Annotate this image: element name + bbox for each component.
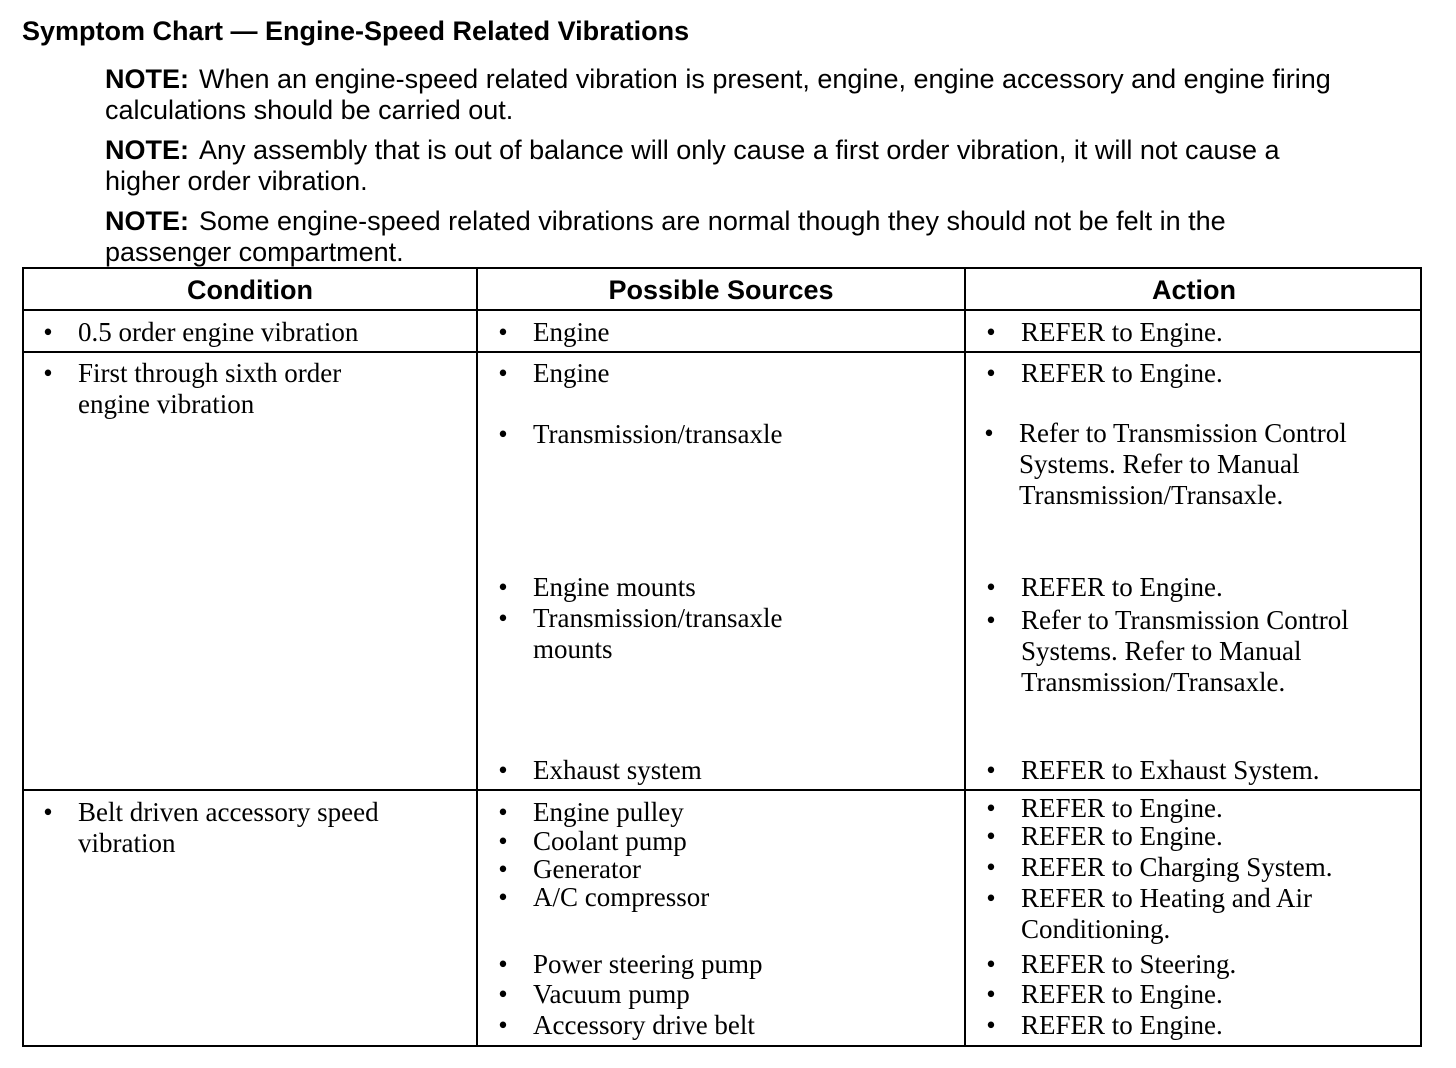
source-text: Coolant pump [533,826,687,856]
source-text: Transmission/transaxle [533,419,783,449]
bullet: • [498,572,508,602]
bullet: • [43,317,53,347]
action-item [986,793,1411,824]
bullet: • [986,821,996,851]
note-label: NOTE: [105,64,189,94]
bullet: • [498,358,508,388]
condition-cell [43,358,408,420]
column-divider [476,269,478,1045]
note-label: NOTE: [105,135,189,165]
bullet: • [498,882,508,912]
bullet: • [498,826,508,856]
action-text: REFER to Exhaust System. [1021,755,1320,785]
bullet: • [986,572,996,602]
header-sources: Possible Sources [608,275,834,305]
action-text: REFER to Engine. [1021,358,1223,388]
action-text: REFER to Engine. [1021,317,1223,347]
action-item [986,883,1381,945]
action-item [986,358,1411,389]
action-text: REFER to Engine. [1021,1010,1223,1040]
source-text: Exhaust system [533,755,702,785]
bullet: • [986,1010,996,1040]
bullet: • [986,852,996,882]
bullet: • [986,949,996,979]
note-3 [105,206,1335,268]
source-item [498,419,953,450]
bullet: • [986,605,996,635]
bullet: • [498,317,508,347]
source-text: Vacuum pump [533,979,690,1009]
action-item [986,605,1413,698]
source-item [498,979,953,1010]
action-text: Refer to Transmission Control Systems. Refer to Manual Transmission/Transaxle. [1019,418,1347,510]
source-text: Power steering pump [533,949,763,979]
source-text: Transmission/transaxle mounts [533,603,783,664]
source-text: Generator [533,854,641,884]
condition-cell [43,317,458,348]
note-text: Some engine-speed related vibrations are normal though they should not be felt in the passenger compartment. [105,206,1226,267]
action-item [986,979,1411,1010]
source-item [498,1010,953,1041]
bullet: • [498,797,508,827]
action-text: REFER to Heating and Air Conditioning. [1021,883,1312,944]
condition-text: First through sixth order engine vibration [78,358,342,419]
bullet: • [986,755,996,785]
bullet: • [986,979,996,1009]
notes [105,64,1335,277]
action-text: REFER to Engine. [1021,793,1223,823]
action-text: REFER to Engine. [1021,979,1223,1009]
action-item [986,821,1411,852]
source-text: Engine mounts [533,572,696,602]
action-item [986,852,1411,883]
source-item [498,358,953,389]
header-condition: Condition [187,275,313,305]
source-text: Accessory drive belt [533,1010,755,1040]
condition-cell [43,797,458,859]
bullet: • [986,793,996,823]
bullet: • [986,358,996,388]
bullet: • [43,797,53,827]
source-item [498,755,953,786]
source-item [498,317,953,348]
bullet: • [498,755,508,785]
action-item [986,572,1411,603]
action-text: REFER to Steering. [1021,949,1237,979]
source-item [498,603,833,665]
bullet: • [498,949,508,979]
source-text: A/C compressor [533,882,710,912]
source-item [498,572,953,603]
bullet: • [986,883,996,913]
source-item [498,949,953,980]
source-item [498,854,953,885]
source-item [498,797,953,828]
note-1 [105,64,1335,126]
action-item [986,949,1411,980]
row-divider [24,351,1420,353]
action-item [986,1010,1411,1041]
condition-text: 0.5 order engine vibration [78,317,359,347]
note-label: NOTE: [105,206,189,236]
symptom-table [22,267,1422,1047]
action-text: REFER to Charging System. [1021,852,1333,882]
action-item [986,755,1411,786]
note-text: Any assembly that is out of balance will only cause a first order vibration, it will not cause a higher order vibration. [105,135,1280,196]
bullet: • [43,358,53,388]
action-text: REFER to Engine. [1021,821,1223,851]
note-text: When an engine-speed related vibration is present, engine, engine accessory and engine firing calculations should be carried out. [105,64,1331,125]
source-text: Engine [533,358,610,388]
header-action: Action [1152,275,1236,305]
source-item [498,826,953,857]
row-divider [24,789,1420,791]
column-divider [964,269,966,1045]
bullet: • [498,979,508,1009]
source-text: Engine [533,317,610,347]
action-text: REFER to Engine. [1021,572,1223,602]
action-text: Refer to Transmission Control Systems. Refer to Manual Transmission/Transaxle. [1021,605,1349,697]
bullet: • [498,603,508,633]
source-item [498,882,953,913]
bullet: • [498,1010,508,1040]
source-text: Engine pulley [533,797,684,827]
bullet: • [498,854,508,884]
condition-text: Belt driven accessory speed vibration [78,797,379,858]
action-item [986,317,1411,348]
bullet: • [986,317,996,347]
note-2 [105,135,1335,197]
action-item [984,418,1411,511]
bullet: • [498,419,508,449]
chart-title: Symptom Chart — Engine-Speed Related Vibrations [22,16,690,46]
bullet: • [984,418,994,448]
